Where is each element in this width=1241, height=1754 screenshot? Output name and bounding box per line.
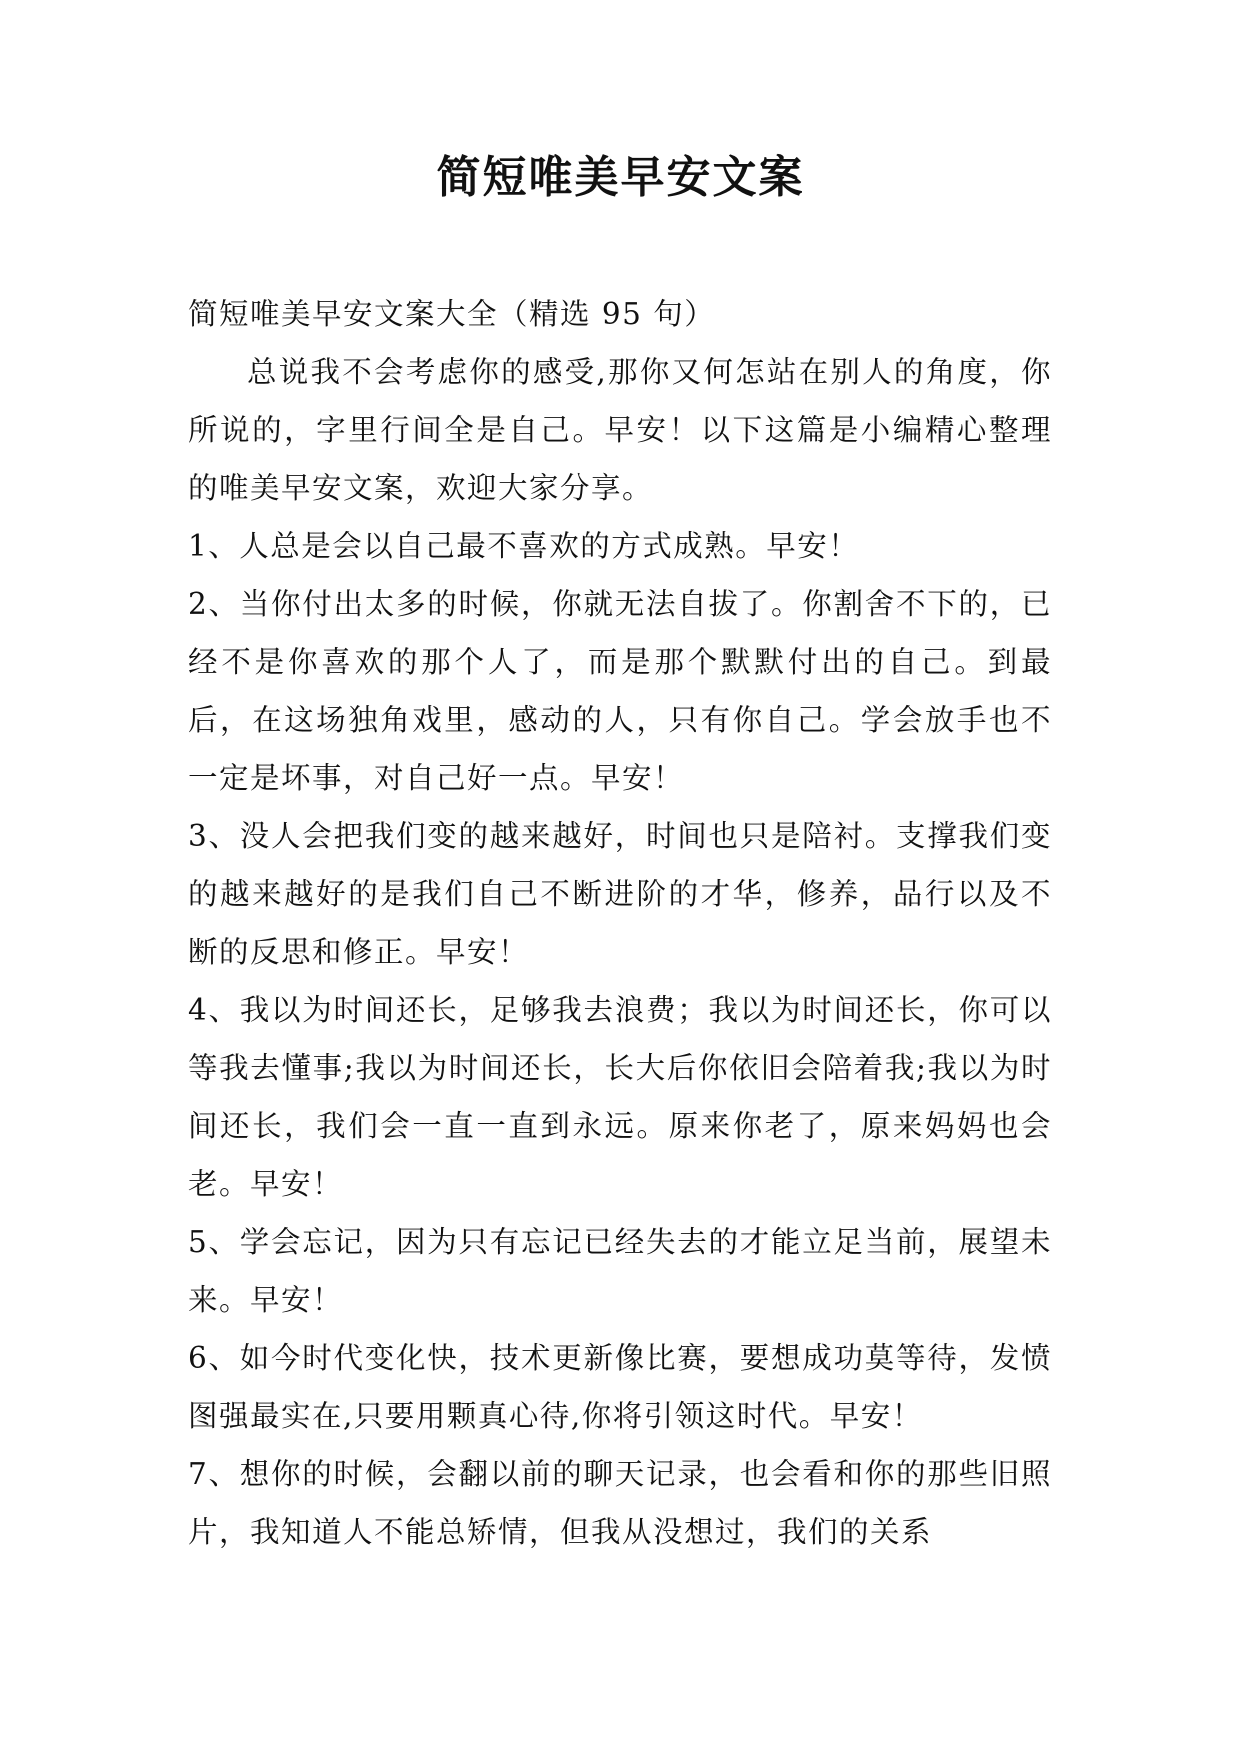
document-body <box>188 285 1052 1561</box>
list-item: 4、我以为时间还长，足够我去浪费；我以为时间还长，你可以等我去懂事;我以为时间还长，长大后你依旧会陪着我;我以为时间还长，我们会一直一直到永远。原来你老了，原来妈妈也会老。早安！ <box>188 993 1052 1201</box>
list-item: 7、想你的时候，会翻以前的聊天记录，也会看和你的那些旧照片，我知道人不能总矫情，但我从没想过，我们的关系 <box>188 1457 1052 1549</box>
document-subtitle: 简短唯美早安文案大全（精选 95 句） <box>188 297 716 331</box>
list-item: 2、当你付出太多的时候，你就无法自拔了。你割舍不下的，已经不是你喜欢的那个人了，而是那个默默付出的自己。到最后，在这场独角戏里，感动的人，只有你自己。学会放手也不一定是坏事，对自己好一点。早安！ <box>188 587 1052 795</box>
intro-paragraph: 总说我不会考虑你的感受,那你又何怎站在别人的角度，你所说的，字里行间全是自己。早安！以下这篇是小编精心整理的唯美早安文案，欢迎大家分享。 <box>188 355 1052 505</box>
list-item: 3、没人会把我们变的越来越好，时间也只是陪衬。支撑我们变的越来越好的是我们自己不断进阶的才华，修养，品行以及不断的反思和修正。早安！ <box>188 819 1052 969</box>
list-item: 6、如今时代变化快，技术更新像比赛，要想成功莫等待，发愤图强最实在,只要用颗真心待,你将引领这时代。早安！ <box>188 1341 1052 1433</box>
list-item: 1、人总是会以自己最不喜欢的方式成熟。早安！ <box>188 529 860 563</box>
document-title: 简短唯美早安文案 <box>436 152 805 203</box>
list-item: 5、学会忘记，因为只有忘记已经失去的才能立足当前，展望未来。早安！ <box>188 1225 1052 1317</box>
